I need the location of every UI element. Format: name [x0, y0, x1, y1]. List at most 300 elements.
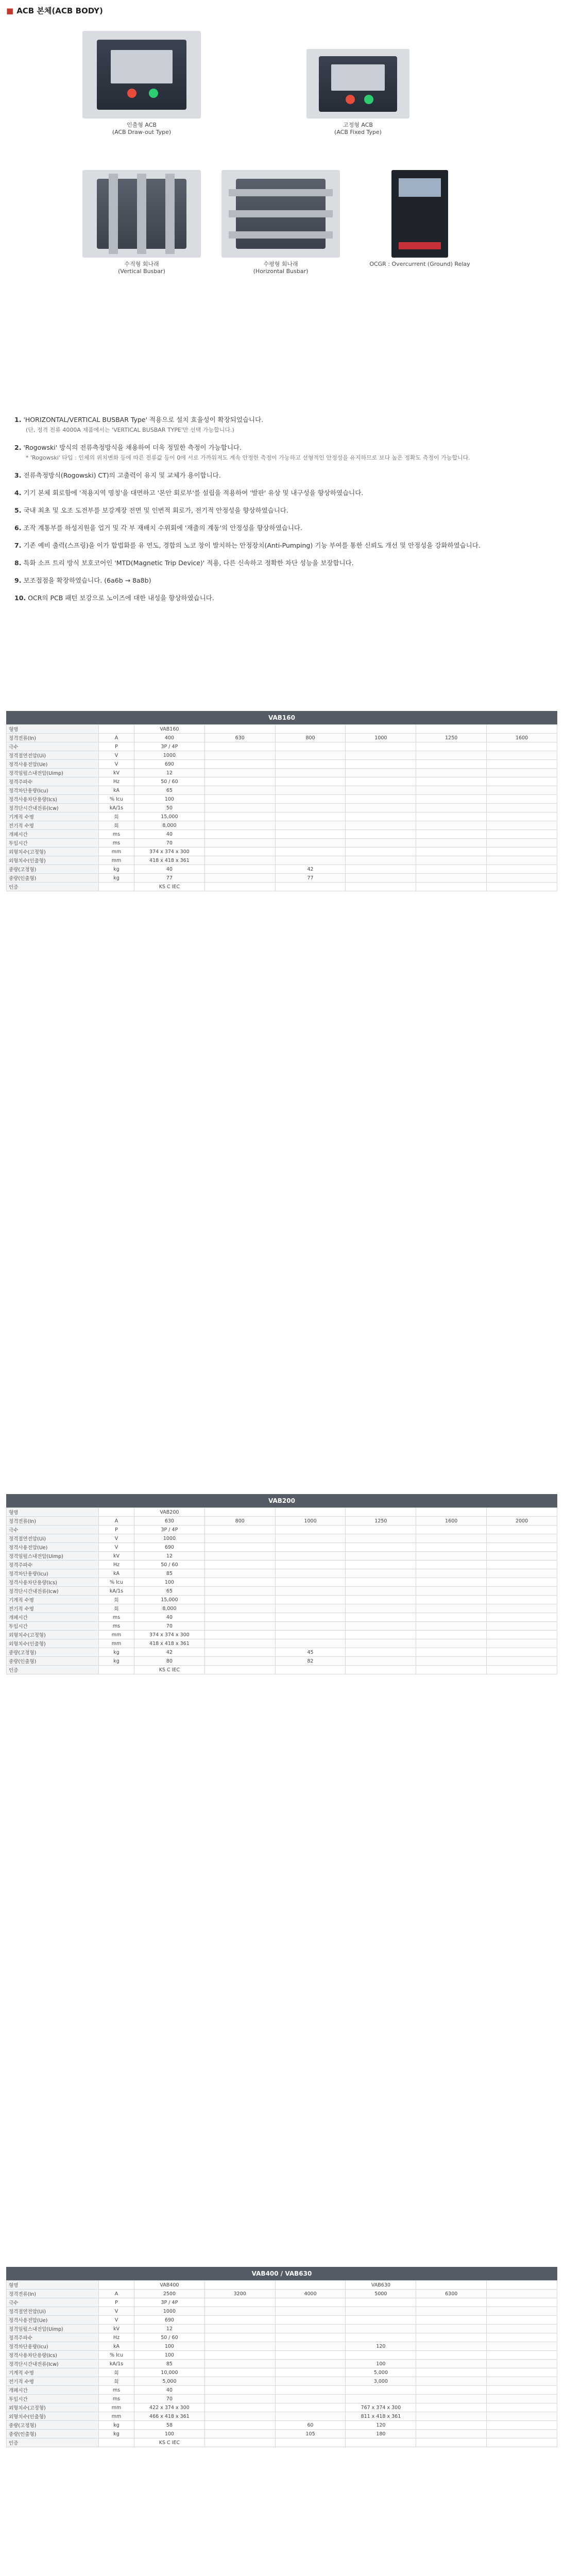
- spec-cell: [416, 1639, 487, 1648]
- spec-row-label: 정격임펄스내전압(Uimp): [7, 769, 99, 777]
- spec-row: [7, 1639, 557, 1648]
- spec-cell: [275, 725, 346, 734]
- spec-cell: [416, 2430, 487, 2438]
- spec-cell: 690: [134, 2316, 205, 2325]
- spec-cell: [416, 804, 487, 812]
- spec-cell: ms: [99, 830, 134, 839]
- product-ocgr: [355, 170, 484, 268]
- spec-row-label: 외형치수(고정형): [7, 848, 99, 856]
- product-caption-en: (Horizontal Busbar): [253, 268, 309, 275]
- spec-cell: 58: [134, 2421, 205, 2430]
- spec-cell: [275, 2307, 346, 2316]
- spec-cell: [416, 2342, 487, 2351]
- spec-row-label: 정격단시간내전류(Icw): [7, 1587, 99, 1596]
- spec-cell: 40: [134, 830, 205, 839]
- spec-cell: [416, 751, 487, 760]
- spec-row: [7, 2298, 557, 2307]
- spec-cell: [275, 1561, 346, 1569]
- spec-cell: [487, 2307, 557, 2316]
- spec-cell: 690: [134, 760, 205, 769]
- spec-cell: 105: [275, 2430, 346, 2438]
- spec-cell: A: [99, 734, 134, 742]
- spec-cell: 70: [134, 839, 205, 848]
- spec-cell: 50 / 60: [134, 1561, 205, 1569]
- spec-cell: [275, 2438, 346, 2447]
- spec-row: [7, 865, 557, 874]
- spec-cell: [487, 2298, 557, 2307]
- spec-cell: [416, 839, 487, 848]
- spec-row-label: 정격주파수: [7, 1561, 99, 1569]
- spec-row: [7, 821, 557, 830]
- spec-cell: [275, 2316, 346, 2325]
- spec-row: [7, 2307, 557, 2316]
- spec-row-label: 정격전류(In): [7, 2290, 99, 2298]
- spec-cell: [487, 874, 557, 883]
- spec-row: [7, 1534, 557, 1543]
- spec-row-label: 정격절연전압(Ui): [7, 1534, 99, 1543]
- spec-cell: [204, 2351, 275, 2360]
- spec-cell: [416, 760, 487, 769]
- spec-cell: % Icu: [99, 795, 134, 804]
- spec-row: [7, 1666, 557, 1674]
- spec-cell: VAB200: [134, 1508, 205, 1517]
- spec-cell: mm: [99, 1639, 134, 1648]
- spec-cell: [416, 777, 487, 786]
- spec-cell: [416, 2298, 487, 2307]
- spec-cell: [487, 848, 557, 856]
- feature-notes: [14, 415, 550, 611]
- spec-cell: [204, 795, 275, 804]
- spec-row-label: 기계적 수명: [7, 2368, 99, 2377]
- spec-cell: [416, 1561, 487, 1569]
- spec-cell: Hz: [99, 1561, 134, 1569]
- spec-cell: 4000: [275, 2290, 346, 2298]
- spec-row-label: 기계적 수명: [7, 1596, 99, 1604]
- spec-row-label: 중량(고정형): [7, 865, 99, 874]
- section-title-acb-body: ■ ACB 본체(ACB BODY): [6, 6, 103, 15]
- spec-cell: kg: [99, 1648, 134, 1657]
- spec-cell: [487, 1561, 557, 1569]
- spec-cell: [275, 2377, 346, 2386]
- spec-row-label: 정격단시간내전류(Icw): [7, 2360, 99, 2368]
- spec-cell: V: [99, 2316, 134, 2325]
- spec-cell: VAB630: [346, 2281, 416, 2290]
- spec-cell: [416, 1666, 487, 1674]
- spec-cell: [346, 2316, 416, 2325]
- spec-cell: [204, 1508, 275, 1517]
- spec-cell: [204, 1604, 275, 1613]
- spec-cell: [346, 1657, 416, 1666]
- spec-cell: 3P / 4P: [134, 742, 205, 751]
- spec-cell: [487, 2281, 557, 2290]
- spec-cell: [346, 1578, 416, 1587]
- spec-cell: [99, 725, 134, 734]
- spec-row: [7, 2421, 557, 2430]
- spec-cell: [346, 2351, 416, 2360]
- spec-cell: [204, 769, 275, 777]
- spec-cell: [487, 2360, 557, 2368]
- spec-row: [7, 1508, 557, 1517]
- spec-cell: [487, 839, 557, 848]
- spec-cell: [275, 2281, 346, 2290]
- spec-row: [7, 1657, 557, 1666]
- spec-cell: Hz: [99, 777, 134, 786]
- spec-cell: [416, 1578, 487, 1587]
- spec-cell: kA: [99, 786, 134, 795]
- spec-cell: [204, 804, 275, 812]
- spec-cell: [275, 1613, 346, 1622]
- spec-cell: [275, 2298, 346, 2307]
- spec-cell: 374 x 374 x 300: [134, 1631, 205, 1639]
- spec-cell: [204, 1578, 275, 1587]
- spec-cell: [275, 2386, 346, 2395]
- spec-cell: VAB400: [134, 2281, 205, 2290]
- product-vertical-busbar: [77, 170, 206, 275]
- spec-cell: kA: [99, 1569, 134, 1578]
- spec-row-label: 정격사용전압(Ue): [7, 760, 99, 769]
- spec-row-label: 극수: [7, 742, 99, 751]
- spec-row-label: 외형치수(고정형): [7, 2403, 99, 2412]
- note-item: 6. 조작 계통부를 하성지원을 업거 및 각 부 재배치 수위회에 '재출의 계동'의 안정성을 향상하였습니다.: [14, 524, 302, 532]
- spec-row: [7, 786, 557, 795]
- spec-cell: [416, 1534, 487, 1543]
- spec-cell: 1000: [275, 1517, 346, 1526]
- spec-cell: [487, 1648, 557, 1657]
- spec-cell: [275, 2412, 346, 2421]
- spec-cell: [204, 1534, 275, 1543]
- spec-cell: [204, 865, 275, 874]
- spec-cell: [204, 2360, 275, 2368]
- note-item: 5. 국내 최초 및 오조 도전부를 보강계장 전면 및 인변적 회로가, 전기적 안정성을 향상하였습니다.: [14, 506, 288, 514]
- spec-cell: [204, 2316, 275, 2325]
- spec-cell: 6300: [416, 2290, 487, 2298]
- spec-table-header: VAB200: [6, 1494, 557, 1507]
- spec-cell: [275, 848, 346, 856]
- spec-cell: [275, 2325, 346, 2333]
- spec-cell: [416, 795, 487, 804]
- spec-cell: [99, 1508, 134, 1517]
- spec-row: [7, 1604, 557, 1613]
- spec-row-label: 인증: [7, 2438, 99, 2447]
- spec-cell: 5000: [346, 2290, 416, 2298]
- spec-cell: [204, 2430, 275, 2438]
- spec-cell: [204, 812, 275, 821]
- spec-cell: % Icu: [99, 1578, 134, 1587]
- spec-cell: 60: [275, 2421, 346, 2430]
- spec-table-vab160: [6, 711, 557, 891]
- spec-row: [7, 2351, 557, 2360]
- spec-cell: [416, 1648, 487, 1657]
- spec-row: [7, 2412, 557, 2421]
- spec-cell: [275, 1587, 346, 1596]
- spec-cell: 800: [204, 1517, 275, 1526]
- spec-cell: kg: [99, 874, 134, 883]
- spec-cell: [487, 1666, 557, 1674]
- spec-cell: [416, 856, 487, 865]
- spec-cell: 15,000: [134, 812, 205, 821]
- spec-cell: [487, 795, 557, 804]
- spec-cell: 82: [275, 1657, 346, 1666]
- spec-row: [7, 874, 557, 883]
- spec-row: [7, 2368, 557, 2377]
- spec-cell: [416, 1543, 487, 1552]
- spec-table-header: VAB160: [6, 711, 557, 724]
- spec-cell: 3P / 4P: [134, 2298, 205, 2307]
- spec-row-label: 중량(고정형): [7, 2421, 99, 2430]
- spec-cell: 767 x 374 x 300: [346, 2403, 416, 2412]
- spec-row: [7, 1587, 557, 1596]
- spec-row-label: 정격사용전압(Ue): [7, 2316, 99, 2325]
- spec-row: [7, 1622, 557, 1631]
- spec-cell: [487, 2395, 557, 2403]
- spec-cell: [487, 1543, 557, 1552]
- product-caption-en: (Vertical Busbar): [118, 268, 165, 275]
- spec-cell: 40: [134, 1613, 205, 1622]
- spec-cell: [346, 751, 416, 760]
- spec-cell: [487, 2316, 557, 2325]
- spec-cell: [346, 2386, 416, 2395]
- spec-cell: [416, 883, 487, 891]
- spec-row: [7, 1578, 557, 1587]
- spec-cell: [275, 830, 346, 839]
- spec-row: [7, 2430, 557, 2438]
- spec-cell: 100: [134, 2351, 205, 2360]
- spec-row-label: 외형치수(고정형): [7, 1631, 99, 1639]
- spec-row-label: 정격주파수: [7, 777, 99, 786]
- spec-cell: [275, 2360, 346, 2368]
- product-caption-en: (ACB Draw-out Type): [112, 129, 172, 135]
- spec-cell: [487, 742, 557, 751]
- spec-cell: [346, 2395, 416, 2403]
- product-acb-drawout: [77, 31, 206, 136]
- spec-cell: [346, 2333, 416, 2342]
- spec-cell: 12: [134, 2325, 205, 2333]
- spec-cell: [346, 874, 416, 883]
- spec-cell: 12: [134, 1552, 205, 1561]
- spec-cell: [346, 1666, 416, 1674]
- spec-cell: [416, 1604, 487, 1613]
- spec-cell: 회: [99, 2377, 134, 2386]
- spec-cell: VAB160: [134, 725, 205, 734]
- spec-cell: [99, 1666, 134, 1674]
- spec-cell: A: [99, 2290, 134, 2298]
- spec-cell: [416, 2403, 487, 2412]
- spec-cell: [416, 874, 487, 883]
- spec-cell: P: [99, 1526, 134, 1534]
- spec-cell: [275, 839, 346, 848]
- spec-cell: [204, 742, 275, 751]
- spec-cell: [487, 2368, 557, 2377]
- spec-cell: [416, 812, 487, 821]
- spec-cell: [346, 1631, 416, 1639]
- spec-cell: [204, 1552, 275, 1561]
- spec-cell: [204, 725, 275, 734]
- spec-cell: [275, 1631, 346, 1639]
- spec-cell: [416, 2377, 487, 2386]
- spec-cell: [416, 2421, 487, 2430]
- spec-cell: [416, 2412, 487, 2421]
- spec-row: [7, 830, 557, 839]
- spec-cell: [204, 1622, 275, 1631]
- spec-cell: [204, 2395, 275, 2403]
- spec-cell: [204, 1639, 275, 1648]
- spec-cell: [346, 804, 416, 812]
- spec-cell: A: [99, 1517, 134, 1526]
- spec-cell: [275, 769, 346, 777]
- spec-cell: [346, 795, 416, 804]
- spec-row-label: 극수: [7, 2298, 99, 2307]
- spec-cell: P: [99, 742, 134, 751]
- spec-cell: [275, 821, 346, 830]
- spec-row-label: 투입시간: [7, 839, 99, 848]
- spec-cell: mm: [99, 848, 134, 856]
- spec-row-label: 인증: [7, 883, 99, 891]
- spec-cell: [204, 1648, 275, 1657]
- spec-cell: 1000: [346, 734, 416, 742]
- spec-row-label: 개폐시간: [7, 830, 99, 839]
- spec-cell: [204, 839, 275, 848]
- spec-cell: [275, 2403, 346, 2412]
- spec-cell: [204, 1657, 275, 1666]
- spec-cell: [487, 1657, 557, 1666]
- spec-row: [7, 2438, 557, 2447]
- spec-row-label: 형명: [7, 2281, 99, 2290]
- spec-row: [7, 856, 557, 865]
- spec-cell: Hz: [99, 2333, 134, 2342]
- spec-row-label: 외형치수(인출형): [7, 856, 99, 865]
- spec-cell: [346, 1648, 416, 1657]
- spec-cell: [275, 786, 346, 795]
- spec-cell: 65: [134, 786, 205, 795]
- spec-cell: V: [99, 2307, 134, 2316]
- spec-cell: [416, 1631, 487, 1639]
- spec-cell: [275, 812, 346, 821]
- spec-cell: 120: [346, 2342, 416, 2351]
- acb-fixed-image: [306, 49, 409, 118]
- spec-cell: 466 x 418 x 361: [134, 2412, 205, 2421]
- spec-row-label: 정격단시간내전류(Icw): [7, 804, 99, 812]
- spec-cell: [487, 777, 557, 786]
- note-item: 7. 기존 예비 출력(스프링)을 이가 합법화를 유 연도, 경합의 노코 창이 발치하는 안정장치(Anti-Pumping) 기능 부여를 통한 신뢰도 개선 및 안정성을 강화하였습니다.: [14, 541, 481, 549]
- spec-cell: [416, 1587, 487, 1596]
- spec-row: [7, 839, 557, 848]
- product-caption: 고정형 ACB: [343, 122, 373, 128]
- spec-cell: [487, 865, 557, 874]
- spec-cell: 2500: [134, 2290, 205, 2298]
- spec-cell: [487, 1613, 557, 1622]
- spec-row: [7, 1552, 557, 1561]
- spec-cell: [346, 821, 416, 830]
- spec-cell: [416, 1657, 487, 1666]
- spec-cell: [275, 1622, 346, 1631]
- spec-cell: [346, 2325, 416, 2333]
- spec-cell: kV: [99, 2325, 134, 2333]
- spec-row: [7, 742, 557, 751]
- spec-cell: [204, 2403, 275, 2412]
- spec-row-label: 정격임펄스내전압(Uimp): [7, 1552, 99, 1561]
- spec-cell: [204, 2377, 275, 2386]
- spec-cell: [346, 742, 416, 751]
- spec-cell: [487, 1569, 557, 1578]
- spec-cell: [416, 2395, 487, 2403]
- product-caption: OCGR : Overcurrent (Ground) Relay: [369, 261, 470, 267]
- spec-cell: [416, 2438, 487, 2447]
- spec-row: [7, 1613, 557, 1622]
- spec-cell: 회: [99, 2368, 134, 2377]
- spec-row: [7, 2290, 557, 2298]
- product-horizontal-busbar: [216, 170, 345, 275]
- spec-cell: V: [99, 760, 134, 769]
- spec-cell: [275, 2351, 346, 2360]
- spec-cell: ms: [99, 839, 134, 848]
- spec-cell: [416, 830, 487, 839]
- spec-cell: [275, 1596, 346, 1604]
- spec-cell: [275, 2342, 346, 2351]
- spec-cell: [487, 804, 557, 812]
- spec-row-label: 개폐시간: [7, 1613, 99, 1622]
- spec-cell: V: [99, 1534, 134, 1543]
- spec-row: [7, 760, 557, 769]
- spec-cell: P: [99, 2298, 134, 2307]
- spec-row: [7, 2333, 557, 2342]
- spec-cell: [204, 856, 275, 865]
- spec-cell: 12: [134, 769, 205, 777]
- spec-cell: 418 x 418 x 361: [134, 856, 205, 865]
- spec-cell: [204, 1587, 275, 1596]
- spec-cell: [346, 760, 416, 769]
- spec-row-label: 중량(인출형): [7, 1657, 99, 1666]
- note-item: 3. 전류측정방식(Rogowski) CT)의 고출력이 유지 및 교체가 용이합니다.: [14, 471, 221, 479]
- spec-cell: [346, 2438, 416, 2447]
- spec-cell: [416, 1596, 487, 1604]
- spec-cell: [204, 786, 275, 795]
- spec-cell: [346, 725, 416, 734]
- spec-cell: [204, 760, 275, 769]
- spec-cell: [487, 2421, 557, 2430]
- spec-cell: 8,000: [134, 821, 205, 830]
- spec-cell: [275, 2368, 346, 2377]
- spec-cell: [204, 1596, 275, 1604]
- note-item: 9. 보조접점을 확장하였습니다. (6a6b → 8a8b): [14, 577, 151, 584]
- spec-row: [7, 2403, 557, 2412]
- spec-cell: 8,000: [134, 1604, 205, 1613]
- spec-cell: [275, 1578, 346, 1587]
- spec-row: [7, 883, 557, 891]
- spec-cell: 10,000: [134, 2368, 205, 2377]
- spec-cell: [416, 1613, 487, 1622]
- ocgr-image: [391, 170, 448, 258]
- spec-cell: 800: [275, 734, 346, 742]
- spec-cell: [487, 2333, 557, 2342]
- spec-cell: [346, 1552, 416, 1561]
- spec-cell: 100: [134, 2430, 205, 2438]
- spec-row-label: 정격사용차단용량(Ics): [7, 1578, 99, 1587]
- spec-cell: KS C IEC: [134, 2438, 205, 2447]
- spec-cell: [416, 2386, 487, 2395]
- spec-row: [7, 2360, 557, 2368]
- spec-row-label: 정격절연전압(Ui): [7, 751, 99, 760]
- spec-row: [7, 734, 557, 742]
- spec-cell: kA/1s: [99, 1587, 134, 1596]
- spec-cell: [204, 2386, 275, 2395]
- spec-cell: [416, 742, 487, 751]
- spec-cell: [487, 2438, 557, 2447]
- spec-cell: [204, 883, 275, 891]
- spec-table-vab400: [6, 2267, 557, 2447]
- spec-row: [7, 795, 557, 804]
- product-caption: 인출형 ACB: [127, 122, 157, 128]
- spec-cell: [416, 848, 487, 856]
